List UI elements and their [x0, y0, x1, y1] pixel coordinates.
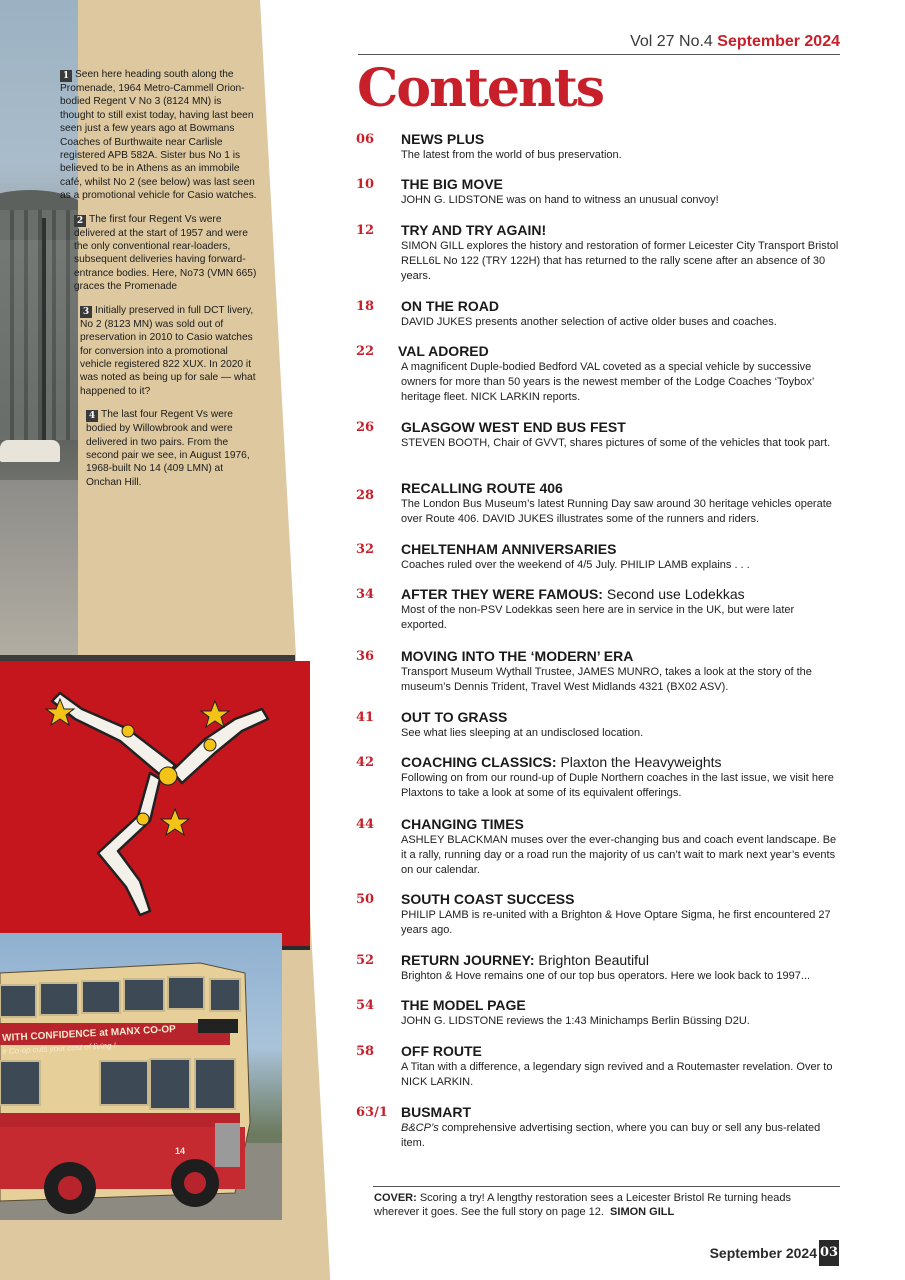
entry-title: AFTER THEY WERE FAMOUS:: [401, 586, 603, 602]
caption-number: 2: [74, 215, 86, 227]
bus-photo: [0, 933, 282, 1220]
entry-desc: ASHLEY BLACKMAN muses over the ever-changing bus and coach event landscape. Be it a rally, running day or a road run the majority of us can’t wait to mark next year’s events on our calendar.: [401, 834, 837, 876]
entry-title: ON THE ROAD: [401, 298, 499, 314]
caption-text: The first four Regent Vs were delivered at the start of 1957 and were the only conventional rear-loaders, subsequent deliveries having forward-entrance bodies. Here, No73 (VMN 665) graces the Promenade: [74, 213, 257, 293]
entry-desc: Brighton & Hove remains one of our top bus operators. Here we look back to 1997...: [401, 970, 811, 982]
entry-page: 50: [356, 892, 375, 907]
cover-note: [374, 1191, 814, 1219]
header-rule: [358, 54, 840, 55]
entry-desc: Transport Museum Wythall Trustee, JAMES MUNRO, takes a look at the story of the museum’s Dennis Trident, Travel West Midlands 4321 (BX02 ASV).: [401, 666, 812, 693]
entry-title: COACHING CLASSICS:: [401, 754, 557, 770]
cover-rule: [373, 1186, 840, 1187]
entry-subtitle: Second use Lodekkas: [602, 586, 745, 602]
issue-info: [630, 33, 840, 51]
entry-desc: DAVID JUKES presents another selection of active older buses and coaches.: [401, 316, 777, 328]
page-title: Contents: [357, 58, 604, 119]
entry-title: NEWS PLUS: [401, 131, 485, 147]
caption-3: [80, 304, 258, 398]
entry-title: SOUTH COAST SUCCESS: [401, 891, 575, 907]
entry-desc: Coaches ruled over the weekend of 4/5 July. PHILIP LAMB explains . . .: [401, 559, 750, 571]
entry-page: 32: [356, 542, 375, 557]
entry-title: OUT TO GRASS: [401, 709, 508, 725]
entry-desc-text: comprehensive advertising section, where you can buy or sell any bus-related item.: [401, 1122, 821, 1149]
entry-title: MOVING INTO THE ‘MODERN’ ERA: [401, 648, 634, 664]
caption-text: Seen here heading south along the Promenade, 1964 Metro-Cammell Orion-bodied Regent V No 3 (8124 MN) is thought to still exist today, having last been seen just a few years ago at Bowmans Coaches of Burthwaite near Carlisle registered APB 582A. Sister bus No 1 is believed to be in Athens as an immobile café, whilst No 2 (see below) was last seen as a promotional vehicle for Casio watches.: [60, 69, 257, 202]
entry-title: RECALLING ROUTE 406: [401, 480, 563, 496]
entry-desc-italic: B&CP’s: [401, 1122, 439, 1134]
entry-subtitle: Brighton Beautiful: [534, 952, 649, 968]
entry-title: GLASGOW WEST END BUS FEST: [401, 419, 626, 435]
entry-title: RETURN JOURNEY:: [401, 952, 535, 968]
caption-2: [74, 213, 258, 294]
entry-desc: SIMON GILL explores the history and restoration of former Leicester City Transport Bristol RELL6L No 122 (TRY 122H) that has returned to the rally scene after an absence of 30 years.: [401, 240, 839, 282]
entry-page: 42: [356, 755, 375, 770]
photo-captions: [60, 68, 258, 499]
entry-page: 54: [356, 998, 375, 1013]
entry-title: THE MODEL PAGE: [401, 997, 526, 1013]
entry-title: OFF ROUTE: [401, 1043, 482, 1059]
entry-desc: A Titan with a difference, a legendary sign revived and a Routemaster revelation. Over to NICK LARKIN.: [401, 1061, 833, 1088]
page-number: 03: [819, 1240, 839, 1266]
caption-number: 3: [80, 306, 92, 318]
entry-page: 44: [356, 817, 375, 832]
entry-desc: The latest from the world of bus preservation.: [401, 149, 622, 161]
footer-month: September 2024: [709, 1245, 817, 1261]
entry-title: TRY AND TRY AGAIN!: [401, 222, 547, 238]
entry-page: 22: [356, 344, 375, 359]
cover-credit: SIMON GILL: [610, 1206, 675, 1218]
car: [0, 440, 60, 462]
entry-page: 36: [356, 649, 375, 664]
bus-advert-line2: e Co-op cuts your cost of living !: [1, 1041, 117, 1057]
lamp-post: [42, 218, 46, 448]
entry-page: 26: [356, 420, 375, 435]
entry-subtitle: Plaxton the Heavyweights: [556, 754, 722, 770]
entry-page: 58: [356, 1044, 375, 1059]
caption-number: 1: [60, 70, 72, 82]
entry-page: 12: [356, 223, 375, 238]
entry-title: BUSMART: [401, 1104, 471, 1120]
entry-title: VAL ADORED: [398, 343, 489, 359]
bus-advert-line1: WITH CONFIDENCE at MANX CO-OP: [1, 1023, 177, 1045]
cover-label: COVER:: [374, 1192, 417, 1204]
road: [0, 480, 78, 655]
entry-desc: The London Bus Museum’s latest Running Day saw around 30 heritage vehicles operate over Route 406. DAVID JUKES illustrates some of the runners and riders.: [401, 498, 832, 525]
triskelion-icon: [0, 661, 310, 946]
entry-desc: [401, 1121, 841, 1151]
entry-desc: JOHN G. LIDSTONE was on hand to witness an unusual convoy!: [401, 194, 719, 206]
entry-title: CHANGING TIMES: [401, 816, 524, 832]
entry-page: 10: [356, 177, 375, 192]
entry-page: 63/1: [356, 1105, 388, 1120]
entry-page: 28: [356, 488, 375, 503]
entry-page: 06: [356, 132, 375, 147]
cover-text: Scoring a try! A lengthy restoration sees a Leicester Bristol Re turning heads wherever it goes. See the full story on page 12.: [374, 1192, 791, 1218]
entry-desc: STEVEN BOOTH, Chair of GVVT, shares pictures of some of the vehicles that took part.: [401, 437, 831, 449]
entry-page: 34: [356, 587, 375, 602]
entry-desc: Following on from our round-up of Duple Northern coaches in the last issue, we visit here Plaxtons to take a look at some of its equivalent offerings.: [401, 772, 834, 799]
caption-text: Initially preserved in full DCT livery, No 2 (8123 MN) was sold out of preservation in 2010 to Casio watches for conversion into a promotional vehicle registered 822 XUX. In 2020 it was noted as being up for sale — what happened to it?: [80, 304, 256, 397]
double-decker-bus: [0, 933, 282, 1220]
entry-page: 52: [356, 953, 375, 968]
entry-desc: See what lies sleeping at an undisclosed location.: [401, 727, 644, 739]
caption-1: [60, 68, 258, 203]
entry-desc: PHILIP LAMB is re-united with a Brighton & Hove Optare Sigma, he first encountered 27 years ago.: [401, 909, 831, 936]
caption-number: 4: [86, 410, 98, 422]
entry-desc: Most of the non-PSV Lodekkas seen here are in service in the UK, but were later exported.: [401, 604, 795, 631]
entry-title: THE BIG MOVE: [401, 176, 503, 192]
bus-fleet-number: 14: [175, 1146, 186, 1156]
entry-page: 41: [356, 710, 375, 725]
entry-page: 18: [356, 299, 375, 314]
issue-month: September 2024: [717, 33, 840, 50]
entry-desc: JOHN G. LIDSTONE reviews the 1:43 Minichamps Berlin Büssing D2U.: [401, 1015, 750, 1027]
caption-text: The last four Regent Vs were bodied by Willowbrook and were delivered in two pairs. From the second pair we see, in August 1976, 1968-built No 14 (409 LMN) at Onchan Hill.: [86, 409, 250, 488]
entry-desc: A magnificent Duple-bodied Bedford VAL coveted as a special vehicle by successive owners for more than 50 years is the newest member of the Lodge Coaches ‘Toybox’ heritage fleet. NICK LARKIN reports.: [401, 361, 814, 403]
isle-of-man-flag: [0, 661, 310, 946]
caption-4: [86, 408, 258, 489]
entry-title: CHELTENHAM ANNIVERSARIES: [401, 541, 617, 557]
issue-volume: Vol 27 No.4: [630, 33, 713, 50]
